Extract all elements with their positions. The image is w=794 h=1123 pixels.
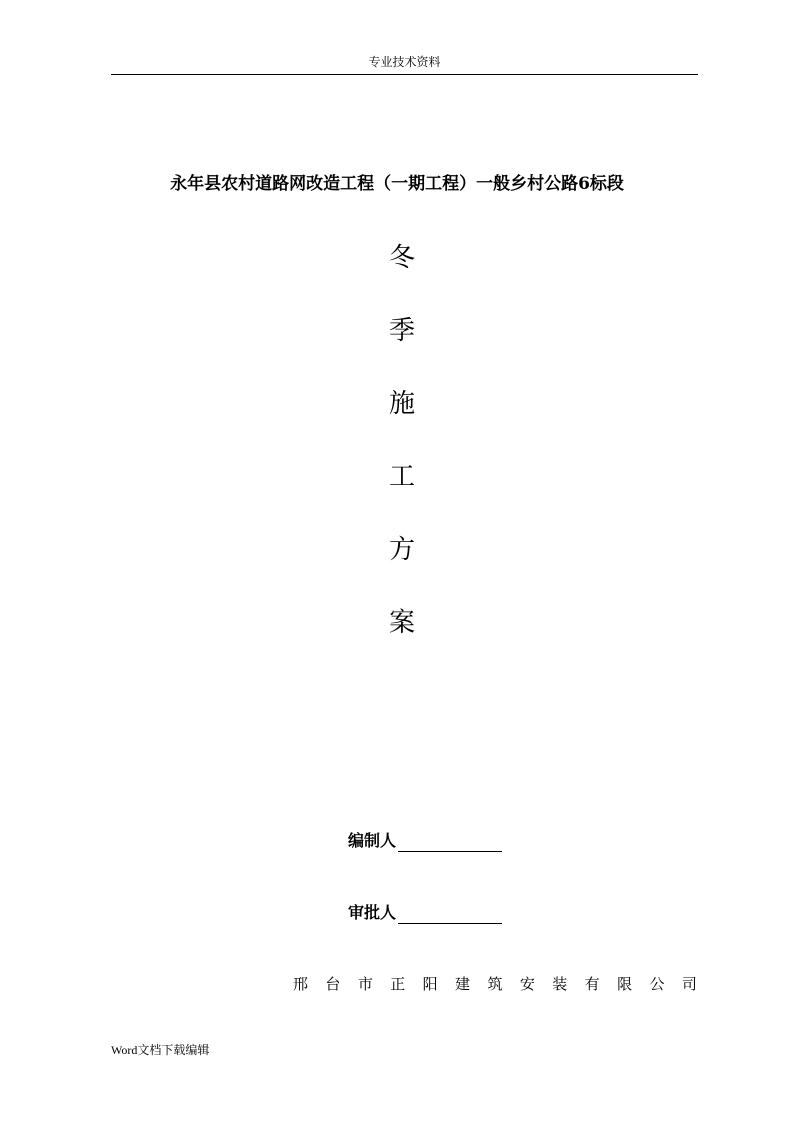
doc-title-char: 案: [388, 608, 415, 638]
company-char: 市: [357, 975, 373, 993]
company-char: 有: [584, 975, 600, 993]
approver-signature-line: [398, 905, 502, 924]
company-char: 筑: [487, 975, 503, 993]
company-char: 建: [455, 975, 471, 993]
footer-text: Word文档下载编辑: [111, 1043, 210, 1057]
company-char: 台: [325, 975, 341, 993]
page-header: [111, 54, 698, 75]
doc-title-char: 方: [388, 535, 415, 565]
company-char: 安: [519, 975, 535, 993]
company-char: 公: [649, 975, 665, 993]
approver-signature-row: [348, 902, 502, 924]
doc-title-char: 工: [388, 462, 415, 492]
company-char: 邢: [293, 975, 309, 993]
company-name: [293, 973, 697, 995]
doc-title-char: 冬: [388, 243, 415, 273]
project-title: 永年县农村道路网改造工程（一期工程）一般乡村公路6标段: [170, 174, 624, 194]
company-char: 限: [617, 975, 633, 993]
header-text: 专业技术资料: [368, 55, 441, 69]
doc-title-char: 施: [388, 389, 415, 419]
company-char: 司: [681, 975, 697, 993]
compiler-signature-row: [348, 830, 502, 852]
compiler-signature-line: [398, 833, 502, 852]
doc-title-char: 季: [388, 316, 415, 346]
compiler-label: 编制人: [348, 831, 397, 850]
page-footer: [111, 1042, 209, 1058]
company-char: 装: [552, 975, 568, 993]
company-char: 阳: [422, 975, 438, 993]
company-char: 正: [390, 975, 406, 993]
approver-label: 审批人: [348, 903, 397, 922]
